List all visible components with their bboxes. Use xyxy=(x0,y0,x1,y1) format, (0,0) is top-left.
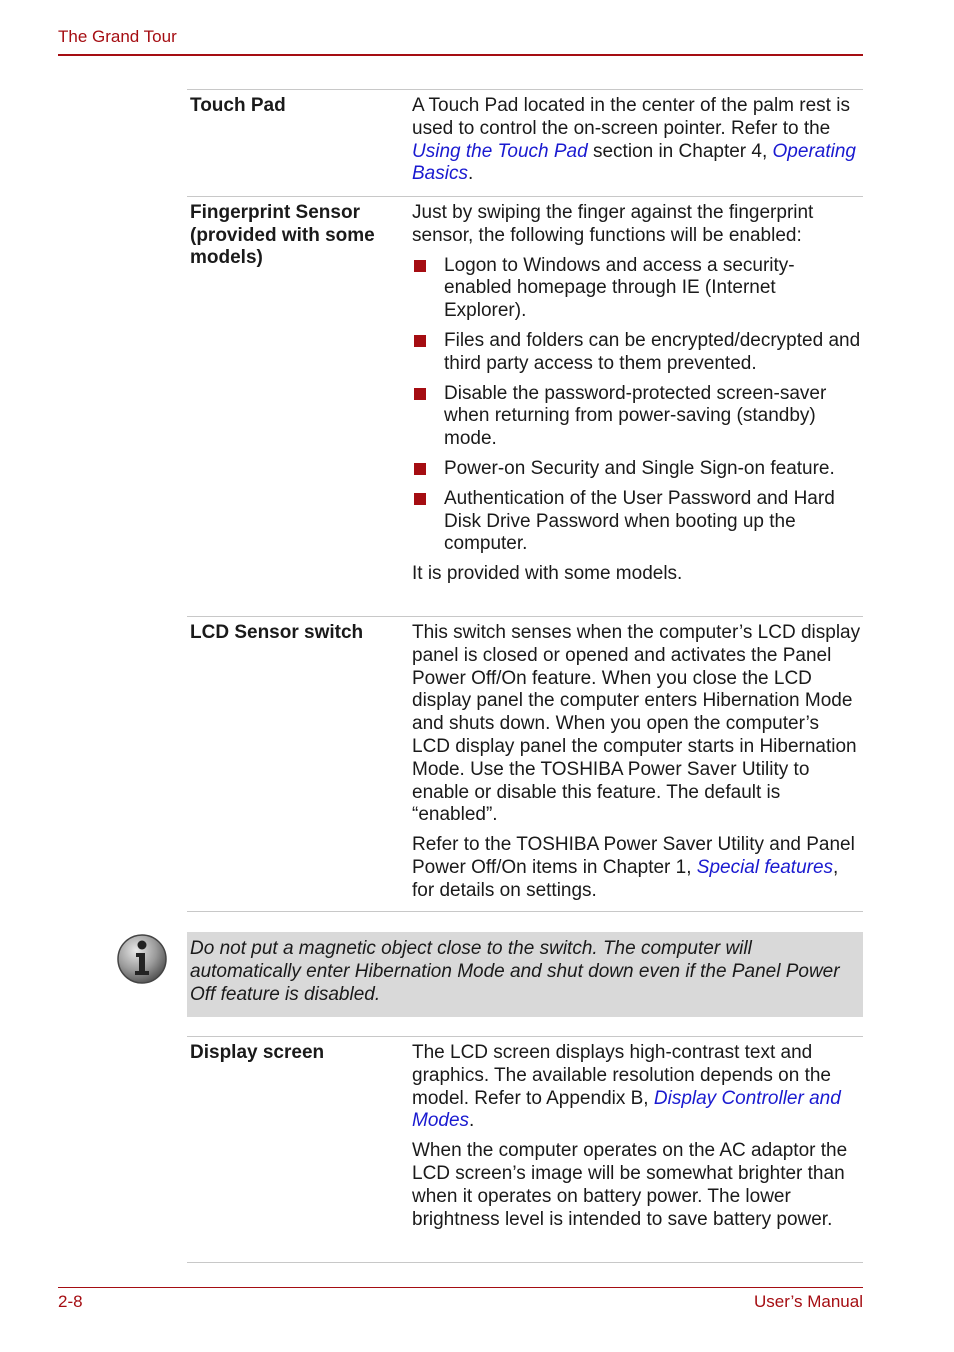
link-special-features[interactable]: Special features xyxy=(696,856,834,878)
list-item xyxy=(412,330,862,376)
list-item-text: Power-on Security and Single Sign-on feature. xyxy=(444,457,835,479)
term-lcd-sensor-switch: LCD Sensor switch xyxy=(190,622,364,643)
list-item xyxy=(412,255,862,323)
term-touch-pad: Touch Pad xyxy=(190,95,286,116)
text-segment: section in Chapter 4, xyxy=(587,140,773,162)
note-text: Do not put a magnetic object close to the switch. The computer will automatically enter Hibernation Mode and shut down even if the Panel Power Off feature is disabled. xyxy=(190,938,840,1005)
fingerprint-intro: Just by swiping the finger against the fingerprint sensor, the following functions will be enabled: xyxy=(412,202,814,246)
description-display-screen xyxy=(412,1042,862,1238)
text-segment: . xyxy=(469,1110,475,1132)
bullet-square-icon xyxy=(414,260,426,272)
list-item-text: Files and folders can be encrypted/decrypted and third party access to them prevented. xyxy=(444,329,861,374)
bullet-square-icon xyxy=(414,388,426,400)
page-number: 2-8 xyxy=(58,1292,83,1311)
term-display-screen: Display screen xyxy=(190,1042,325,1063)
list-item-text: Disable the password-protected screen-saver when returning from power-saving (standby) mode. xyxy=(444,382,827,450)
table-rule xyxy=(187,89,863,90)
table-rule xyxy=(187,1036,863,1037)
table-rule xyxy=(187,1262,863,1263)
info-icon xyxy=(116,933,168,985)
running-header: The Grand Tour xyxy=(58,27,177,46)
lcd-sensor-paragraph: This switch senses when the computer’s LCD display panel is closed or opened and activates the Panel Power Off/On feature. When you close the LCD display panel the computer enters Hibernation Mode and shuts down. When you open the computer’s LCD display panel the computer starts in Hibernation Mode. Use the TOSHIBA Power Saver Utility to enable or disable this feature. The default is “enabled”. xyxy=(412,622,861,826)
table-rule xyxy=(187,911,863,912)
fingerprint-outro: It is provided with some models. xyxy=(412,563,683,585)
table-rule xyxy=(187,196,863,197)
list-item-text: Logon to Windows and access a security-enabled homepage through IE (Internet Explorer). xyxy=(444,254,795,322)
header-rule xyxy=(58,54,863,56)
table-rule xyxy=(187,616,863,617)
bullet-square-icon xyxy=(414,463,426,475)
text-segment: The LCD screen displays high-contrast text and graphics. The available resolution depends on the model. Refer to Appendix B, xyxy=(412,1042,831,1109)
link-operating-basics[interactable]: Operating Basics xyxy=(412,140,856,185)
bullet-square-icon xyxy=(414,493,426,505)
link-display-controller-modes[interactable]: Display Controller and Modes xyxy=(412,1087,841,1132)
footer-rule xyxy=(58,1287,863,1288)
description-lcd-sensor-switch xyxy=(412,622,862,910)
text-segment: , for details on settings. xyxy=(412,856,839,901)
list-item xyxy=(412,383,862,451)
fingerprint-function-list xyxy=(412,255,862,557)
text-segment: A Touch Pad located in the center of the palm rest is used to control the on-screen pointer. Refer to the xyxy=(412,95,850,139)
note-box xyxy=(187,932,863,1017)
display-screen-paragraph: When the computer operates on the AC adaptor the LCD screen’s image will be somewhat brighter than when it operates on battery power. The lower brightness level is intended to save battery power. xyxy=(412,1140,848,1230)
link-using-touch-pad[interactable]: Using the Touch Pad xyxy=(412,140,588,162)
list-item xyxy=(412,458,862,481)
list-item-text: Authentication of the User Password and Hard Disk Drive Password when booting up the computer. xyxy=(444,487,835,555)
text-segment: . xyxy=(467,163,474,185)
document-title: User’s Manual xyxy=(754,1292,863,1311)
list-item xyxy=(412,488,862,556)
lcd-sensor-reference xyxy=(412,834,862,902)
description-touch-pad xyxy=(412,95,862,193)
text-segment: Refer to the TOSHIBA Power Saver Utility and Panel Power Off/On items in Chapter 1, xyxy=(412,834,855,878)
description-fingerprint-sensor xyxy=(412,202,862,593)
bullet-square-icon xyxy=(414,335,426,347)
term-fingerprint-sensor: Fingerprint Sensor (provided with some models) xyxy=(190,202,375,268)
